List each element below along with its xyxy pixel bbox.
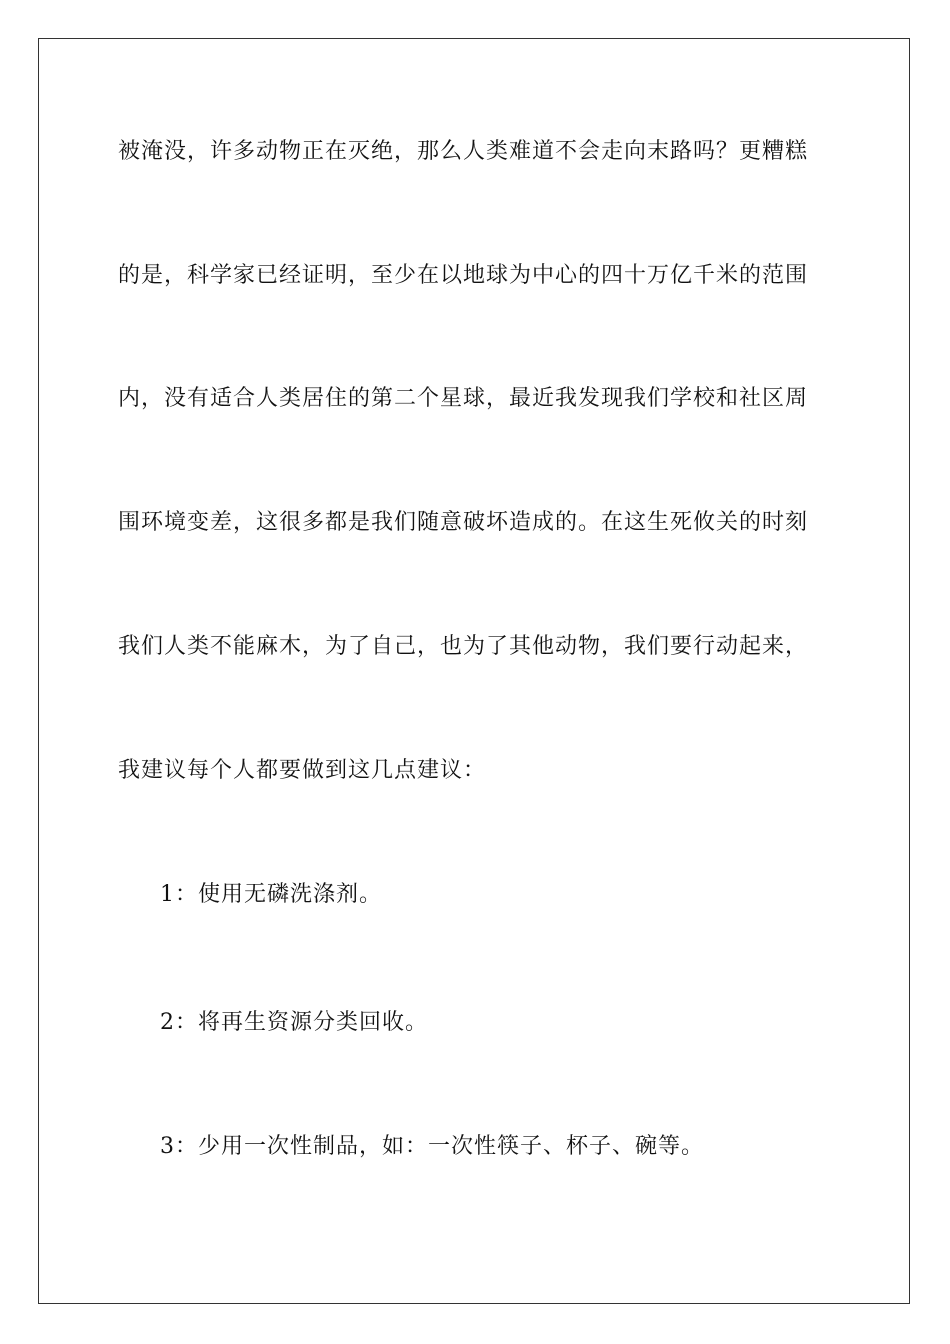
paragraph-line-5: 我们人类不能麻木，为了自己，也为了其他动物，我们要行动起来， (118, 634, 809, 659)
paragraph-line-3: 内，没有适合人类居住的第二个星球，最近我发现我们学校和社区周 (118, 386, 809, 411)
paragraph-line-6: 我建议每个人都要做到这几点建议： (118, 758, 487, 783)
paragraph-line-4: 围环境变差，这很多都是我们随意破坏造成的。在这生死攸关的时刻 (118, 510, 809, 535)
paragraph-line-1: 被淹没，许多动物正在灭绝，那么人类难道不会走向末路吗？更糟糕 (118, 139, 809, 164)
suggestion-item-1: 1：使用无磷洗涤剂。 (160, 882, 382, 907)
suggestion-item-2: 2：将再生资源分类回收。 (160, 1010, 428, 1035)
page-border (38, 38, 910, 1304)
suggestion-item-3: 3：少用一次性制品，如：一次性筷子、杯子、碗等。 (160, 1134, 704, 1159)
paragraph-line-2: 的是，科学家已经证明，至少在以地球为中心的四十万亿千米的范围 (118, 263, 809, 288)
